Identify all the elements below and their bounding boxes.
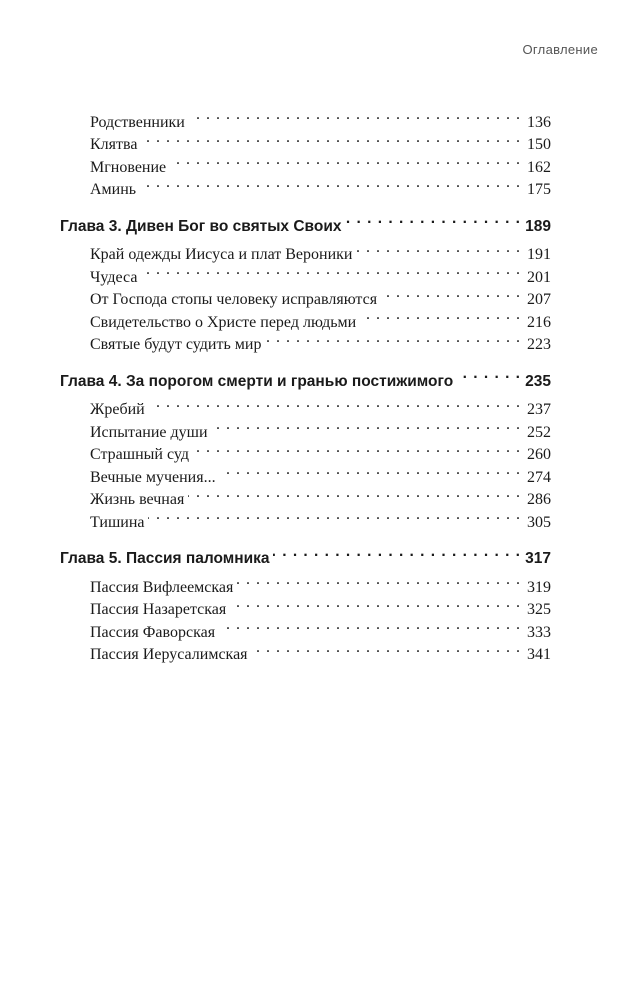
dot-leader bbox=[212, 414, 521, 437]
dot-leader bbox=[219, 614, 521, 637]
dot-leader bbox=[140, 172, 521, 195]
toc-entry-title: От Господа стопы человеку исправляются bbox=[90, 291, 378, 308]
toc-entry-title: Чудеса bbox=[90, 268, 138, 286]
toc-entry-page: 325 bbox=[527, 601, 551, 618]
toc-chapter-title: Глава 4. За порогом смерти и гранью постижимого bbox=[60, 372, 454, 390]
toc-entry-page: 150 bbox=[527, 136, 551, 153]
toc-chapter-heading[interactable] bbox=[60, 363, 551, 390]
toc-entry-title: Пассия Фаворская bbox=[90, 623, 216, 641]
toc-chapter-title: Глава 3. Дивен Бог во святых Своих bbox=[60, 217, 342, 235]
toc-entry-page: 286 bbox=[527, 491, 551, 508]
dot-leader bbox=[357, 237, 522, 260]
toc-section bbox=[60, 541, 551, 663]
toc-entry-page: 305 bbox=[527, 513, 551, 531]
dot-leader bbox=[457, 363, 521, 386]
dot-leader bbox=[188, 482, 521, 505]
toc-entry-title: Вечные мучения... bbox=[90, 468, 216, 486]
toc-entry-title: Мгновение bbox=[90, 158, 167, 176]
toc-entry[interactable] bbox=[60, 569, 551, 596]
toc-section bbox=[60, 363, 551, 531]
toc-entry-title: Аминь bbox=[90, 181, 137, 198]
toc-entry-title: Пассия Вифлеемская bbox=[90, 578, 234, 596]
toc-entry-page: 162 bbox=[527, 158, 551, 176]
toc-entry-page: 237 bbox=[527, 401, 551, 418]
toc-entry[interactable] bbox=[60, 392, 551, 418]
toc-entry-title: Пассия Назаретская bbox=[90, 601, 227, 618]
dot-leader bbox=[148, 504, 521, 527]
dot-leader bbox=[189, 104, 521, 127]
toc-section bbox=[60, 208, 551, 353]
toc-entry-title: Пассия Иерусалимская bbox=[90, 646, 248, 663]
toc-entry-page: 207 bbox=[527, 291, 551, 308]
dot-leader bbox=[193, 437, 521, 460]
toc-entry-page: 136 bbox=[527, 113, 551, 131]
dot-leader bbox=[273, 541, 521, 564]
dot-leader bbox=[149, 392, 521, 415]
table-of-contents bbox=[60, 104, 551, 663]
toc-entry-page: 191 bbox=[527, 246, 551, 263]
toc-entry[interactable] bbox=[60, 104, 551, 131]
dot-leader bbox=[237, 569, 521, 592]
dot-leader bbox=[220, 459, 521, 482]
dot-leader bbox=[170, 149, 521, 172]
dot-leader bbox=[141, 127, 521, 150]
dot-leader bbox=[360, 304, 521, 327]
toc-entry-title: Клятва bbox=[90, 136, 138, 153]
toc-entry-page: 341 bbox=[527, 646, 551, 663]
toc-chapter-page: 189 bbox=[525, 217, 551, 235]
toc-entry-page: 223 bbox=[527, 336, 551, 353]
toc-entry-title: Жизнь вечная bbox=[90, 491, 185, 508]
toc-entry-title: Жребий bbox=[90, 401, 145, 418]
dot-leader bbox=[265, 327, 521, 350]
toc-entry-page: 319 bbox=[527, 578, 551, 596]
toc-entry-page: 260 bbox=[527, 446, 551, 463]
toc-entry-page: 274 bbox=[527, 468, 551, 486]
toc-entry-title: Родственники bbox=[90, 113, 185, 131]
toc-chapter-page: 235 bbox=[525, 372, 551, 390]
dot-leader bbox=[346, 208, 522, 231]
toc-chapter-heading[interactable] bbox=[60, 541, 551, 567]
toc-entry-title: Страшный суд bbox=[90, 446, 189, 463]
toc-entry-title: Край одежды Иисуса и плат Вероники bbox=[90, 246, 353, 263]
toc-entry-title: Тишина bbox=[90, 513, 145, 531]
toc-entry-page: 333 bbox=[527, 623, 551, 641]
toc-entry-title: Святые будут судить мир bbox=[90, 336, 262, 353]
toc-chapter-title: Глава 5. Пассия паломника bbox=[60, 550, 270, 567]
dot-leader bbox=[252, 637, 521, 660]
running-header: Оглавление bbox=[522, 42, 598, 57]
toc-entry-title: Свидетельство о Христе перед людьми bbox=[90, 313, 357, 331]
dot-leader bbox=[381, 282, 521, 305]
toc-entry-page: 201 bbox=[527, 268, 551, 286]
toc-entry-title: Испытание души bbox=[90, 423, 208, 441]
dot-leader bbox=[141, 259, 521, 282]
toc-entry[interactable] bbox=[60, 237, 551, 263]
toc-chapter-heading[interactable] bbox=[60, 208, 551, 235]
dot-leader bbox=[230, 592, 521, 615]
toc-entry-page: 216 bbox=[527, 313, 551, 331]
toc-chapter-page: 317 bbox=[525, 550, 551, 567]
toc-section bbox=[60, 104, 551, 198]
toc-entry-page: 252 bbox=[527, 423, 551, 441]
toc-entry-page: 175 bbox=[527, 181, 551, 198]
